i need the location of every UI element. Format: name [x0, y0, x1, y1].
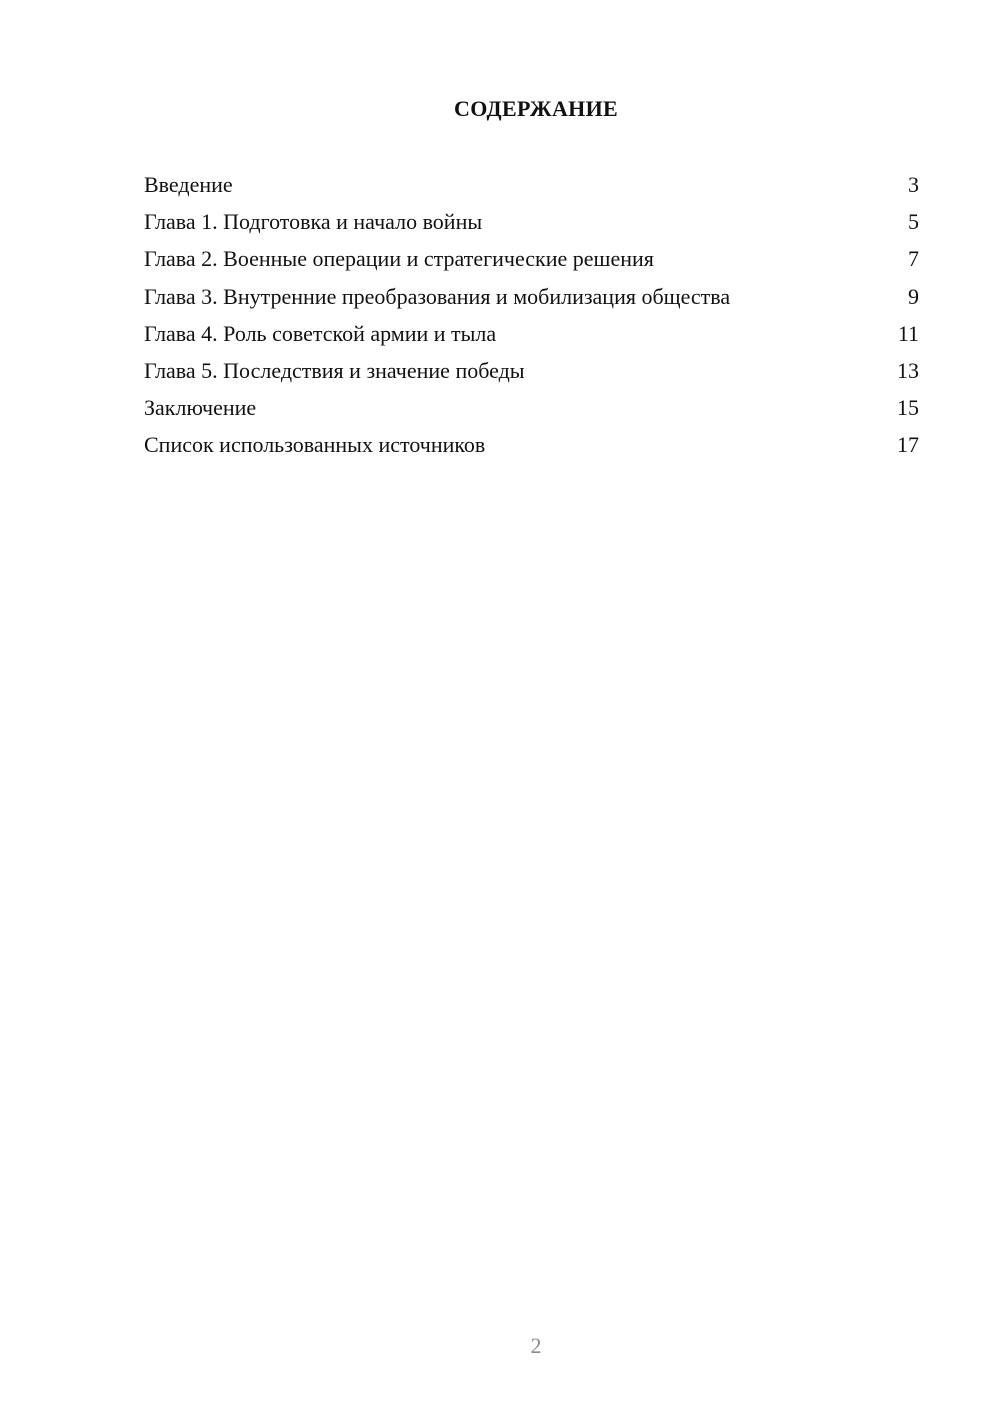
toc-entry-chapter-3[interactable] [144, 282, 919, 319]
toc-entry-chapter-4[interactable] [144, 319, 919, 356]
toc-entry-label: Глава 5. Последствия и значение победы [144, 357, 525, 383]
toc-entry-chapter-5[interactable] [144, 356, 919, 393]
table-of-contents [144, 170, 919, 468]
page-number: 2 [530, 1333, 542, 1358]
toc-entry-references[interactable] [144, 430, 919, 467]
toc-entry-page: 11 [897, 320, 919, 346]
toc-entry-page: 9 [908, 283, 919, 309]
toc-entry-page: 15 [897, 395, 919, 421]
toc-entry-conclusion[interactable] [144, 393, 919, 430]
toc-entry-label: Глава 1. Подготовка и начало войны [144, 209, 483, 235]
toc-entry-chapter-1[interactable] [144, 207, 919, 244]
toc-entry-page: 17 [897, 432, 919, 458]
toc-entry-page: 13 [897, 357, 919, 383]
toc-entry-label: Глава 4. Роль советской армии и тыла [144, 320, 497, 346]
toc-entry-label: Введение [144, 172, 233, 197]
toc-entry-label: Глава 2. Военные операции и стратегические решения [144, 246, 654, 272]
toc-entry-label: Глава 3. Внутренние преобразования и мобилизация общества [144, 283, 731, 309]
toc-entry-label: Заключение [144, 395, 257, 421]
toc-entry-page: 5 [908, 209, 919, 235]
toc-entry-introduction[interactable] [144, 170, 919, 207]
toc-entry-label: Список использованных источников [144, 432, 486, 458]
page-title: СОДЕРЖАНИЕ [454, 96, 618, 121]
toc-entry-page: 3 [908, 172, 919, 197]
toc-entry-chapter-2[interactable] [144, 244, 919, 281]
toc-entry-page: 7 [908, 246, 919, 272]
